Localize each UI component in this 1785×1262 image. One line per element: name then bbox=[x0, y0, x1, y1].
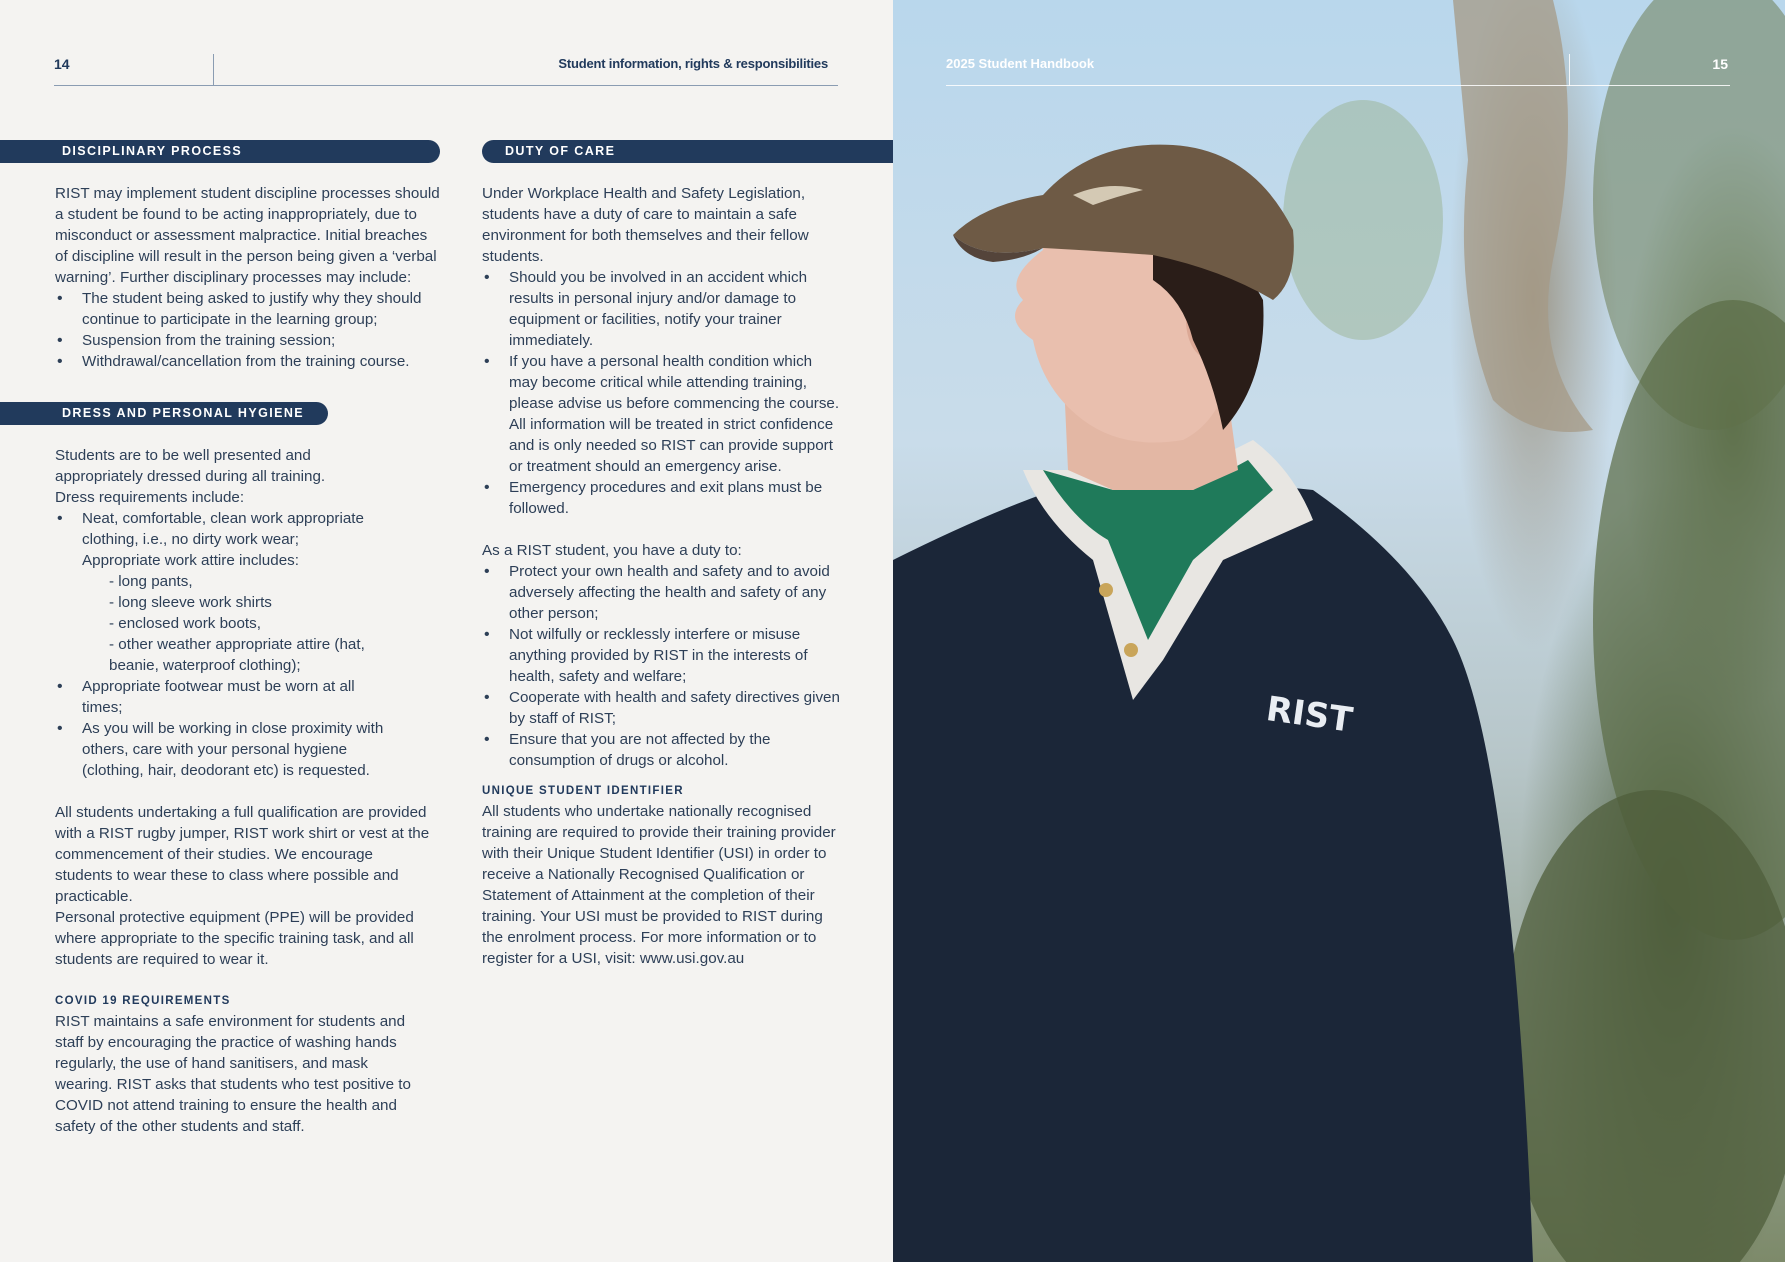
list-item: • If you have a personal health condition which may become critical while attending training, please advise us before commencing the course. All information will be treated in strict confidence and is only needed so RIST can provide support or treatment should an emergency arise. bbox=[482, 351, 842, 477]
list-item: • The student being asked to justify why they should continue to participate in the learning group; bbox=[55, 288, 440, 330]
dress-intro: Students are to be well presented and appropriately dressed during all training. bbox=[55, 447, 326, 485]
right-column bbox=[482, 140, 842, 969]
dress-requirements-label: Dress requirements include: bbox=[55, 489, 245, 506]
disciplinary-heading: DISCIPLINARY PROCESS bbox=[0, 140, 440, 163]
page-number-left: 14 bbox=[54, 56, 70, 72]
header-divider bbox=[213, 54, 214, 86]
duty-of-care-heading: DUTY OF CARE bbox=[482, 140, 893, 163]
list-item: • Withdrawal/cancellation from the training course. bbox=[55, 351, 440, 372]
attire-item: - long sleeve work shirts bbox=[109, 594, 272, 611]
list-item: • Appropriate footwear must be worn at all times; bbox=[55, 676, 375, 718]
duty-intro: As a RIST student, you have a duty to: bbox=[482, 542, 742, 559]
disciplinary-intro: RIST may implement student discipline processes should a student be found to be acting inappropriately, due to misconduct or assessment malpractice. Initial breaches of discipline will result in the person being given a ‘verbal warning’. Further disciplinary processes may include: bbox=[55, 185, 440, 286]
right-page-photo bbox=[893, 0, 1785, 1262]
page-header-right bbox=[946, 54, 1730, 86]
list-item: • Suspension from the training session; bbox=[55, 330, 440, 351]
list-item: • Ensure that you are not affected by the consumption of drugs or alcohol. bbox=[482, 729, 842, 771]
covid-heading: COVID 19 REQUIREMENTS bbox=[55, 995, 231, 1007]
usi-body: All students who undertake nationally recognised training are required to provide their training provider with their Unique Student Identifier (USI) in order to receive a Nationally Recognised Qualification or Statement of Attainment at the completion of their training. Your USI must be provided to RIST during the enrolment process. For more information or to register for a USI, visit: www.usi.gov.au bbox=[482, 803, 836, 967]
attire-item: - long pants, bbox=[109, 573, 193, 590]
usi-heading: UNIQUE STUDENT IDENTIFIER bbox=[482, 785, 684, 797]
attire-item: - other weather appropriate attire (hat, beanie, waterproof clothing); bbox=[109, 636, 365, 674]
list-item: • Not wilfully or recklessly interfere or misuse anything provided by RIST in the interests of health, safety and welfare; bbox=[482, 624, 842, 687]
dress-heading: DRESS AND PERSONAL HYGIENE bbox=[0, 402, 328, 425]
list-item: • As you will be working in close proximity with others, care with your personal hygiene (clothing, hair, deodorant etc) is requested. bbox=[55, 718, 395, 781]
list-item: • Emergency procedures and exit plans must be followed. bbox=[482, 477, 842, 519]
page-header-left bbox=[54, 54, 838, 86]
duty-of-care-list bbox=[482, 267, 842, 519]
ppe-paragraph: Personal protective equipment (PPE) will be provided where appropriate to the specific training task, and all students are required to wear it. bbox=[55, 909, 414, 968]
covid-body: RIST maintains a safe environment for students and staff by encouraging the practice of washing hands regularly, the use of hand sanitisers, and mask wearing. RIST asks that students who test positive to COVID not attend training to ensure the health and safety of the other students and staff. bbox=[55, 1013, 411, 1135]
student-photo bbox=[893, 0, 1785, 1262]
left-column bbox=[55, 140, 440, 1137]
list-item: • Protect your own health and safety and to avoid adversely affecting the health and safety of any other person; bbox=[482, 561, 842, 624]
attire-label: Appropriate work attire includes: bbox=[82, 552, 299, 569]
page-number-right: 15 bbox=[1712, 56, 1728, 72]
dress-list bbox=[55, 508, 395, 781]
section-title: Student information, rights & responsibilities bbox=[558, 56, 828, 71]
disciplinary-list bbox=[55, 288, 440, 372]
list-item: • Cooperate with health and safety directives given by staff of RIST; bbox=[482, 687, 842, 729]
duty-list bbox=[482, 561, 842, 771]
header-divider bbox=[1569, 54, 1570, 86]
jumper-logo: RIST bbox=[1263, 689, 1355, 741]
duty-of-care-intro: Under Workplace Health and Safety Legislation, students have a duty of care to maintain a safe environment for both themselves and their fellow students. bbox=[482, 185, 809, 265]
list-item bbox=[55, 508, 395, 676]
list-item: • Should you be involved in an accident which results in personal injury and/or damage to equipment or facilities, notify your trainer immediately. bbox=[482, 267, 842, 351]
book-title: 2025 Student Handbook bbox=[946, 56, 1095, 71]
uniform-paragraph: All students undertaking a full qualification are provided with a RIST rugby jumper, RIST work shirt or vest at the commencement of their studies. We encourage students to wear these to class where possible and practicable. bbox=[55, 804, 430, 905]
attire-item: - enclosed work boots, bbox=[109, 615, 261, 632]
dress-bullet-clothing: • Neat, comfortable, clean work appropriate clothing, i.e., no dirty work wear; bbox=[82, 510, 364, 548]
